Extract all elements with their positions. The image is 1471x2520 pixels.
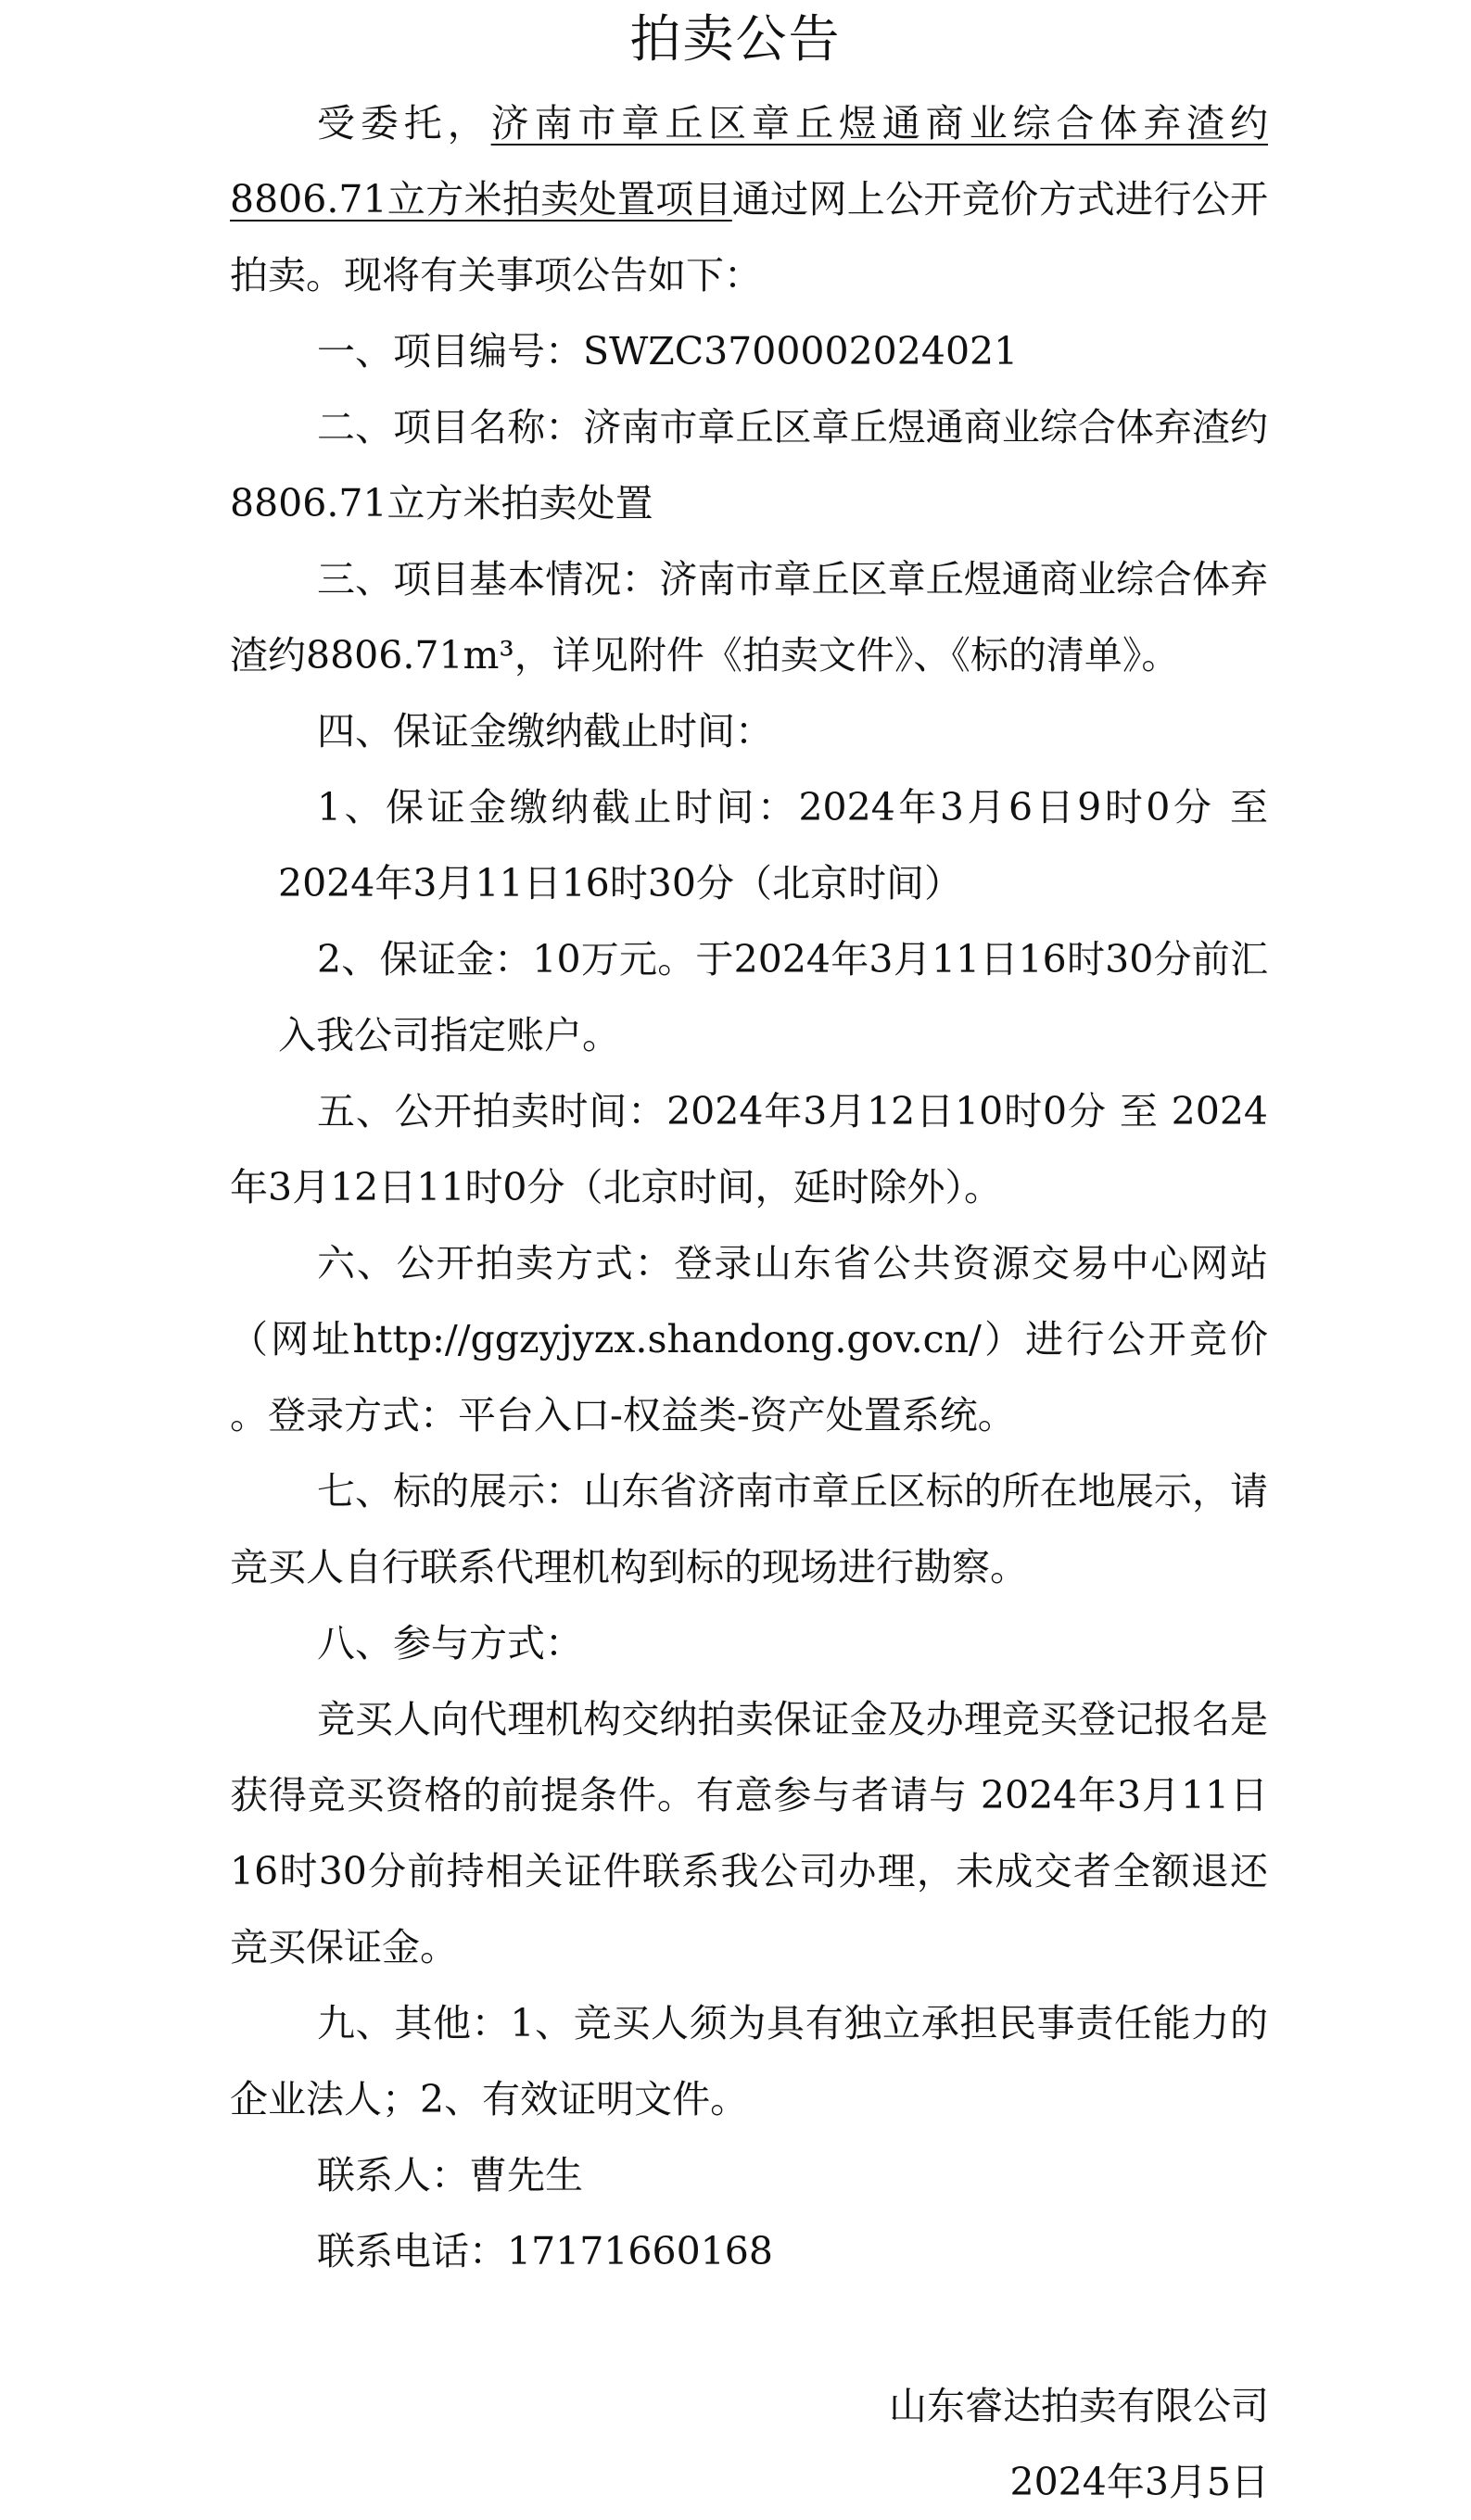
section-project-number: 一、项目编号：SWZC3700002024021 (317, 329, 1019, 374)
signature-date: 2024年3月5日 (1009, 2460, 1269, 2504)
section-other: 九、其他：1、竞买人须为具有独立承担民事责任能力的企业法人；2、有效证明文件。 (230, 2001, 1268, 2121)
section-project-overview: 三、项目基本情况：济南市章丘区章丘煜通商业综合体弃渣约8806.71m³，详见附件《拍卖文件》、《标的清单》。 (230, 557, 1268, 677)
signature-company: 山东睿达拍卖有限公司 (889, 2384, 1269, 2428)
section-auction-method: 六、公开拍卖方式：登录山东省公共资源交易中心网站（网址http://ggzyjyzx.shandong.gov.cn/）进行公开竞价 。登录方式：平台入口-权益类-资产处置系统。 (230, 1241, 1268, 1437)
contact-person: 联系人：曹先生 (317, 2153, 583, 2197)
announcement-body (230, 85, 1268, 2289)
section-auction-time: 五、公开拍卖时间：2024年3月12日10时0分 至 2024年3月12日11时0分（北京时间，延时除外）。 (230, 1089, 1268, 1209)
page-title: 拍卖公告 (629, 9, 842, 69)
section-participation-body: 竞买人向代理机构交纳拍卖保证金及办理竞买登记报名是获得竞买资格的前提条件。有意参与者请与 2024年3月11日16时30分前持相关证件联系我公司办理，未成交者全额退还竞买保证金。 (230, 1697, 1268, 1969)
section-item-display: 七、标的展示：山东省济南市章丘区标的所在地展示，请竞买人自行联系代理机构到标的现场进行勘察。 (230, 1469, 1268, 1589)
section-deposit-heading: 四、保证金缴纳截止时间： (317, 709, 773, 753)
section-deposit-amount: 2、保证金：10万元。于2024年3月11日16时30分前汇入我公司指定账户。 (278, 937, 1268, 1057)
section-participation-heading: 八、参与方式： (317, 1621, 583, 1665)
contact-phone: 联系电话：17171660168 (317, 2229, 773, 2273)
intro-suffix: 通过网上公开竞价方式进行公开拍卖。现将有关事项公告如下： (230, 177, 1269, 298)
intro-prefix: 受委托， (317, 101, 491, 146)
project-name-underlined: 济南市章丘区章丘煜通商业综合体弃渣约8806.71立方米拍卖处置项目 (230, 101, 1269, 222)
section-deposit-deadline: 1、保证金缴纳截止时间：2024年3月6日9时0分 至 2024年3月11日16时30分（北京时间） (278, 785, 1268, 905)
intro-paragraph (230, 85, 1268, 313)
section-project-name: 二、项目名称：济南市章丘区章丘煜通商业综合体弃渣约8806.71立方米拍卖处置 (230, 405, 1268, 526)
